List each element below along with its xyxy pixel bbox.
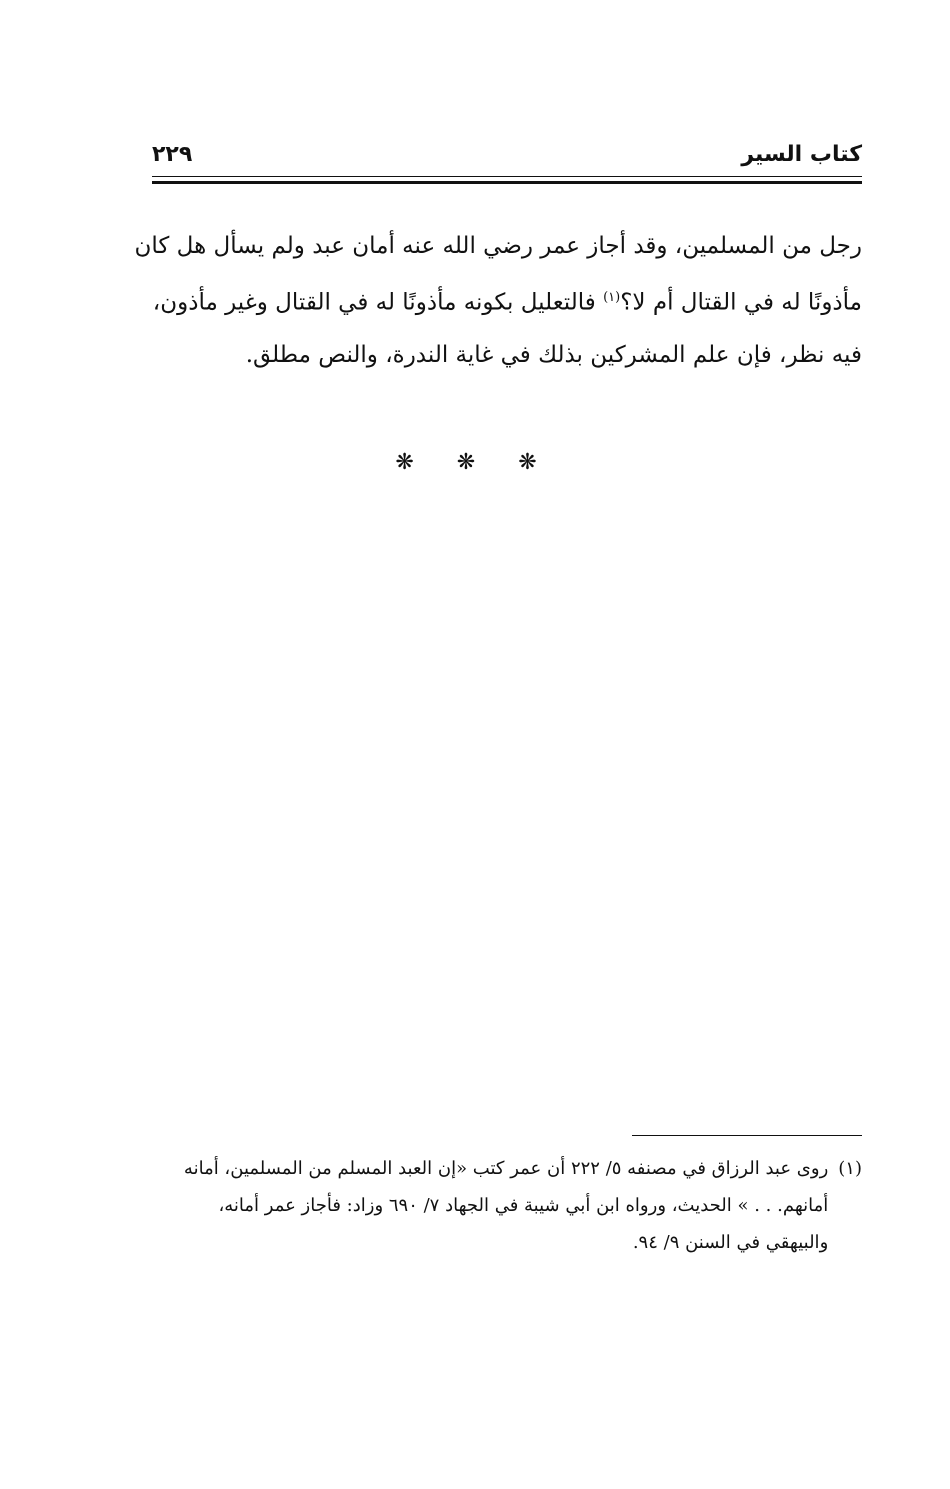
text-segment: مأذونًا له في القتال أم لا؟ — [620, 289, 862, 316]
header-rule-thick — [152, 181, 862, 184]
footnote-marker[interactable]: (١) — [603, 290, 621, 305]
running-title: كتاب السير — [741, 142, 862, 167]
page-header — [152, 140, 862, 176]
text-line — [152, 272, 862, 329]
footnote-line: روى عبد الرزاق في مصنفه ٥/ ٢٢٢ أن عمر كتب «إن العبد المسلم من المسلمين، أمانه — [183, 1158, 829, 1179]
footnote-line: والبيهقي في السنن ٩/ ٩٤. — [632, 1232, 829, 1253]
footnote-text — [152, 1150, 828, 1261]
text-line: رجل من المسلمين، وقد أجاز عمر رضي الله عنه أمان عبد ولم يسأل هل كان — [134, 233, 862, 259]
text-line: فيه نظر، فإن علم المشركين بذلك في غاية الندرة، والنص مطلق. — [245, 341, 862, 368]
footnote-number: (١) — [838, 1158, 862, 1179]
header-rule-thin — [152, 176, 862, 177]
text-segment: فالتعليل بكونه مأذونًا له في القتال وغير مأذون، — [152, 289, 596, 316]
main-text — [134, 220, 862, 381]
page-number: ٢٢٩ — [152, 142, 193, 167]
footnote — [152, 1150, 862, 1261]
footnote-divider — [632, 1135, 862, 1136]
footnotes — [152, 1150, 862, 1261]
footnote-line: أمانهم. . . » الحديث، ورواه ابن أبي شيبة في الجهاد ٧/ ٦٩٠ وزاد: فأجاز عمر أمانه، — [218, 1195, 829, 1216]
section-separator: ❋ ❋ ❋ — [395, 450, 555, 475]
